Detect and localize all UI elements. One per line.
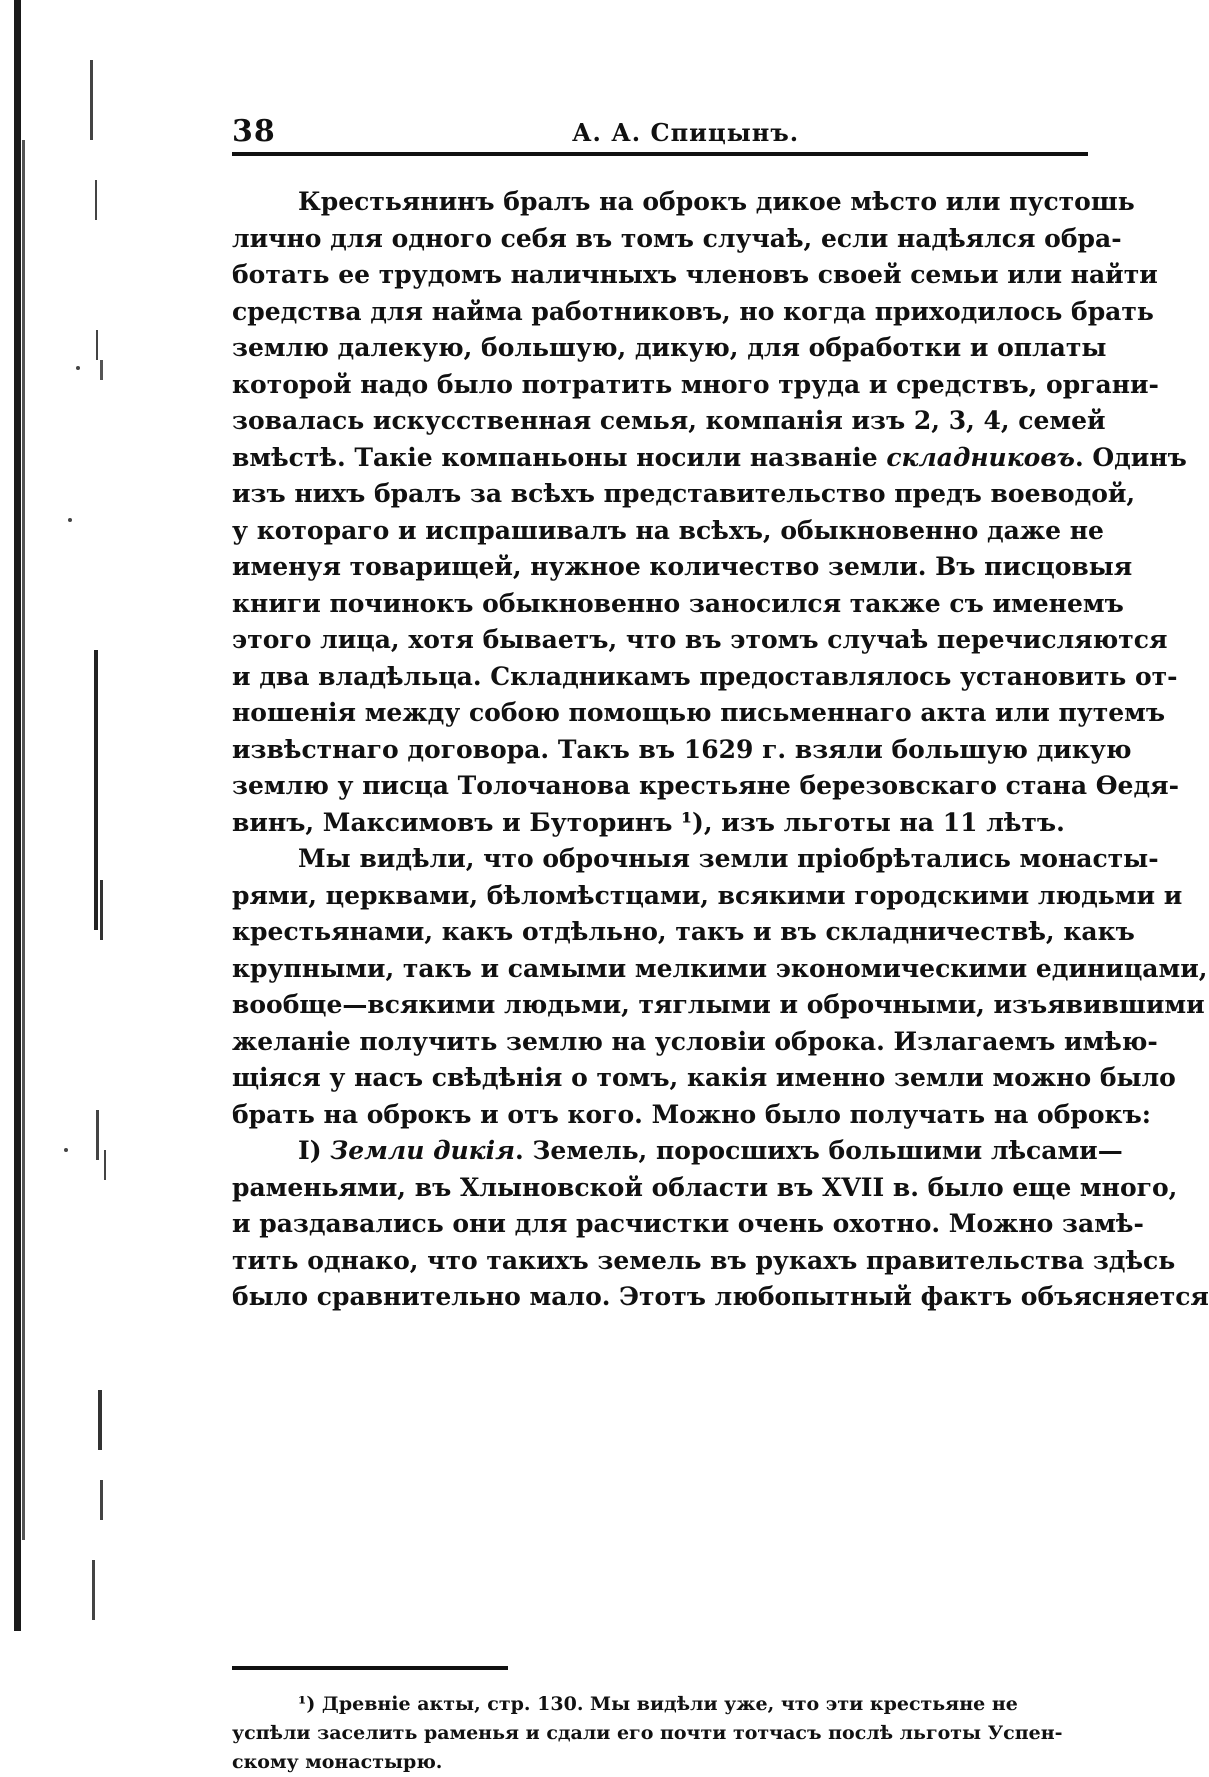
body-line: землю далекую, большую, дикую, для обработки и оплаты [232,333,1107,362]
body-line: рями, церквами, бѣломѣстцами, всякими городскими людьми и [232,880,1183,910]
scan-edge-artifacts [0,0,130,1631]
page-number: 38 [232,114,276,149]
footnote-rule [232,1666,508,1670]
body-line: крупными, такъ и самыми мелкими экономическими единицами, [232,953,1208,983]
body-line: этого лица, хотя бываетъ, что въ этомъ случаѣ перечисляются [232,625,1168,654]
body-line: изъ нихъ бралъ за всѣхъ представительство предъ воеводой, [232,479,1136,508]
body-line: тить однако, что такихъ земель въ рукахъ правительства здѣсь [232,1245,1176,1275]
italic-term: Земли дикія [330,1136,515,1165]
footnote-line: ¹) Древніе акты, стр. 130. Мы видѣли уже, что эти крестьяне не [298,1693,1018,1715]
body-line: раменьями, въ Хлыновской области въ XVII в. было еще много, [232,1172,1178,1202]
body-line: лично для одного себя въ томъ случаѣ, если надѣялся обра- [232,223,1122,253]
running-head [232,100,1092,150]
body-line: которой надо было потратить много труда и средствъ, органи- [232,369,1159,399]
body-line: и два владѣльца. Складникамъ предоставлялось установить от- [232,661,1178,691]
body-line: средства для найма работниковъ, но когда приходилось брать [232,296,1154,326]
body-text [232,184,1209,1316]
running-head-author: А. А. Спицынъ. [572,118,800,147]
body-line: винъ, Максимовъ и Буторинъ ¹), изъ льготы на 11 лѣтъ. [232,807,1065,837]
body-line: книги починокъ обыкновенно заносился также съ именемъ [232,588,1124,618]
header-rule [232,152,1088,156]
body-line: вообще—всякими людьми, тяглыми и оброчными, изъявившими [232,990,1205,1019]
body-line: землю у писца Толочанова крестьяне березовскаго стана Ѳедя- [232,771,1179,800]
body-line: ботать ее трудомъ наличныхъ членовъ своей семьи или найти [232,260,1158,289]
body-line: брать на оброкъ и отъ кого. Можно было получать на оброкъ: [232,1099,1152,1129]
body-line: и раздавались они для расчистки очень охотно. Можно замѣ- [232,1209,1144,1238]
body-line: ношенія между собою помощью письменнаго акта или путемъ [232,698,1166,727]
footnotes [232,1690,1088,1777]
body-line: у котораго и испрашивалъ на всѣхъ, обыкновенно даже не [232,515,1104,545]
body-line: зовалась искусственная семья, компанія изъ 2, 3, 4, семей [232,406,1106,435]
body-line-with-italic: I) Земли дикія. Земель, поросшихъ большими лѣсами— [298,1136,1123,1165]
body-line-with-italic: вмѣстѣ. Такіе компаньоны носили названіе складниковъ. Одинъ [232,442,1187,472]
footnote-line: скому монастырю. [232,1751,443,1773]
body-line: желаніе получить землю на условіи оброка. Излагаемъ имѣю- [232,1026,1158,1056]
body-line: Крестьянинъ бралъ на оброкъ дикое мѣсто или пустошь [298,187,1135,216]
body-line: извѣстнаго договора. Такъ въ 1629 г. взяли большую дикую [232,734,1132,764]
body-line: крестьянами, какъ отдѣльно, такъ и въ складничествѣ, какъ [232,917,1135,946]
body-line: было сравнительно мало. Этотъ любопытный фактъ объясняется [232,1282,1209,1311]
body-line: щіяся у насъ свѣдѣнія о томъ, какія именно земли можно было [232,1063,1176,1092]
italic-term: складниковъ [886,442,1075,472]
book-page [232,100,1209,1773]
body-line: именуя товарищей, нужное количество земли. Въ писцовыя [232,552,1133,581]
footnote-line: успѣли заселить раменья и сдали его почти тотчасъ послѣ льготы Успен- [232,1722,1063,1744]
body-line: Мы видѣли, что оброчныя земли пріобрѣтались монасты- [298,844,1159,873]
